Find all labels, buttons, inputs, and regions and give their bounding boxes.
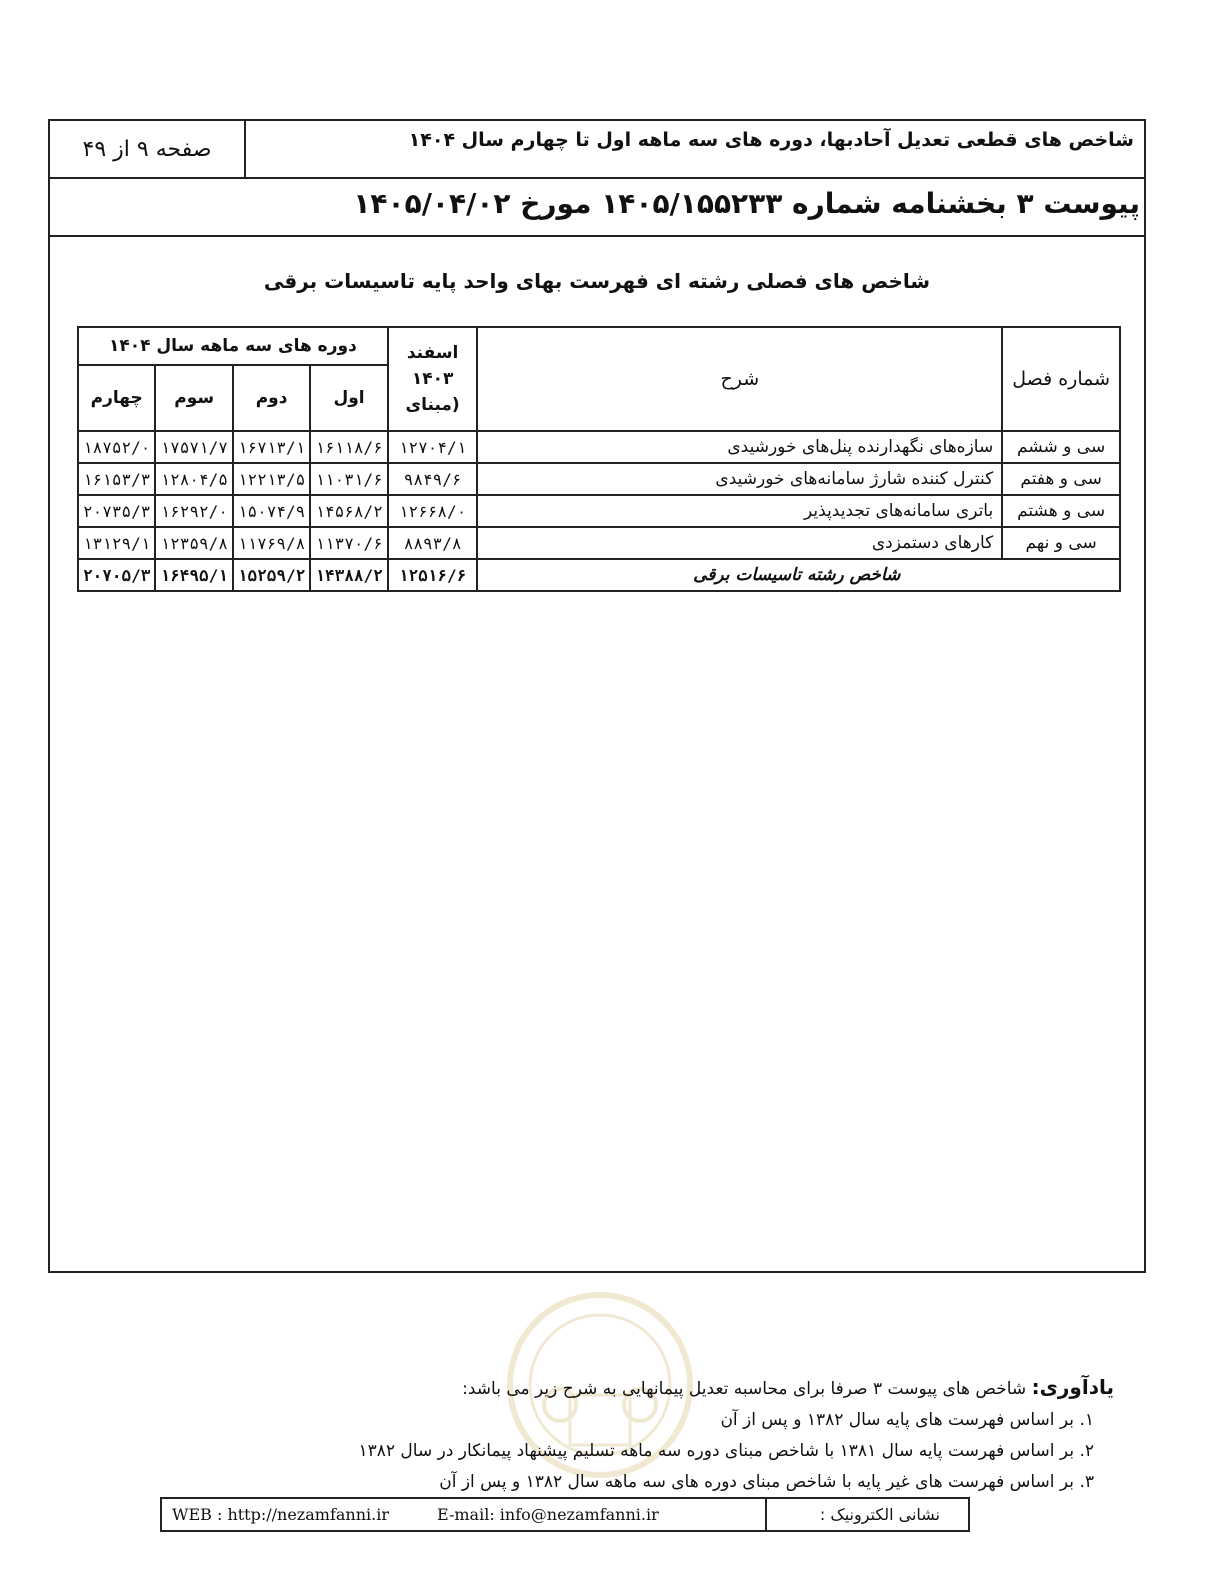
total-q1-cell: ۱۴۳۸۸/۲ (310, 559, 387, 591)
table-row (78, 431, 1120, 463)
total-row (78, 559, 1120, 591)
annex-title: پیوست ۳ بخشنامه شماره ۱۴۰۵/۱۵۵۲۳۳ مورخ ۱۴۰۵/۰۴/۰۲ (353, 187, 1140, 220)
base-cell: ۱۲۷۰۴/۱ (388, 431, 478, 463)
total-q3-cell: ۱۶۴۹۵/۱ (155, 559, 232, 591)
q4-cell: ۱۸۷۵۲/۰ (78, 431, 155, 463)
base-cell: ۱۲۶۶۸/۰ (388, 495, 478, 527)
q4-cell: ۱۶۱۵۳/۳ (78, 463, 155, 495)
desc-cell: کنترل کننده شارژ سامانه‌های خورشیدی (477, 463, 1002, 495)
desc-cell: باتری سامانه‌های تجدیدپذیر (477, 495, 1002, 527)
notes-intro: شاخص های پیوست ۳ صرفا برای محاسبه تعدیل پیمانهایی به شرح زیر می باشد: (462, 1379, 1027, 1399)
base-cell: ۸۸۹۳/۸ (388, 527, 478, 559)
address-label: نشانی الکترونیک : (765, 1499, 968, 1530)
email-link[interactable]: E-mail: info@nezamfanni.ir (437, 1505, 659, 1524)
chapter-cell: سی و هشتم (1002, 495, 1120, 527)
q3-cell: ۱۶۲۹۲/۰ (155, 495, 232, 527)
table-row (78, 463, 1120, 495)
q4-cell: ۲۰۷۳۵/۳ (78, 495, 155, 527)
web-link[interactable]: WEB : http://nezamfanni.ir (172, 1505, 389, 1524)
notes-label: یادآوری: (1031, 1375, 1114, 1399)
q2-cell: ۱۵۰۷۴/۹ (233, 495, 310, 527)
total-base-cell: ۱۲۵۱۶/۶ (388, 559, 478, 591)
col-chapter-header: شماره فصل (1002, 327, 1120, 431)
q3-cell: ۱۷۵۷۱/۷ (155, 431, 232, 463)
total-q4-cell: ۲۰۷۰۵/۳ (78, 559, 155, 591)
annex-row (50, 179, 1144, 237)
desc-cell: کارهای دستمزدی (477, 527, 1002, 559)
desc-cell: سازه‌های نگهدارنده پنل‌های خورشیدی (477, 431, 1002, 463)
total-label: شاخص رشته تاسیسات برقی (477, 559, 1120, 591)
q1-cell: ۱۱۰۳۱/۶ (310, 463, 387, 495)
q3-cell: ۱۲۸۰۴/۵ (155, 463, 232, 495)
document-frame (48, 119, 1146, 1273)
chapter-cell: سی و ششم (1002, 431, 1120, 463)
col-q3-header: سوم (155, 365, 232, 431)
header-row (50, 121, 1144, 179)
q2-cell: ۱۶۷۱۳/۱ (233, 431, 310, 463)
q4-cell: ۱۳۱۲۹/۱ (78, 527, 155, 559)
table-row (78, 495, 1120, 527)
col-q4-header: چهارم (78, 365, 155, 431)
footer-box (160, 1497, 970, 1532)
page-number: صفحه ۹ از ۴۹ (50, 121, 246, 177)
table-row (78, 527, 1120, 559)
total-q2-cell: ۱۵۲۵۹/۲ (233, 559, 310, 591)
chapter-cell: سی و نهم (1002, 527, 1120, 559)
notes-intro-line (214, 1372, 1114, 1405)
q1-cell: ۱۱۳۷۰/۶ (310, 527, 387, 559)
note-item: ۳. بر اساس فهرست های غیر پایه با شاخص مبنای دوره های سه ماهه سال ۱۳۸۲ و پس از آن (439, 1472, 1094, 1492)
col-q2-header: دوم (233, 365, 310, 431)
col-desc-header: شرح (477, 327, 1002, 431)
q1-cell: ۱۶۱۱۸/۶ (310, 431, 387, 463)
col-periods-header: دوره های سه ماهه سال ۱۴۰۴ (78, 327, 388, 365)
q2-cell: ۱۲۲۱۳/۵ (233, 463, 310, 495)
q3-cell: ۱۲۳۵۹/۸ (155, 527, 232, 559)
document-title: شاخص های قطعی تعدیل آحادبها، دوره های سه ماهه اول تا چهارم سال ۱۴۰۴ (408, 129, 1134, 151)
base-cell: ۹۸۴۹/۶ (388, 463, 478, 495)
note-item: ۲. بر اساس فهرست پایه سال ۱۳۸۱ با شاخص مبنای دوره سه ماهه تسلیم پیشنهاد پیمانکار در سال ۱۳۸۲ (358, 1441, 1094, 1461)
note-item: ۱. بر اساس فهرست های پایه سال ۱۳۸۲ و پس از آن (720, 1410, 1094, 1430)
section-title: شاخص های فصلی رشته ای فهرست بهای واحد پایه تاسیسات برقی (263, 269, 931, 293)
notes-block (214, 1372, 1114, 1498)
index-table (77, 326, 1121, 592)
q2-cell: ۱۱۷۶۹/۸ (233, 527, 310, 559)
q1-cell: ۱۴۵۶۸/۲ (310, 495, 387, 527)
col-q1-header: اول (310, 365, 387, 431)
chapter-cell: سی و هفتم (1002, 463, 1120, 495)
col-base-header: اسفند ۱۴۰۳ (مبنای (388, 327, 478, 431)
